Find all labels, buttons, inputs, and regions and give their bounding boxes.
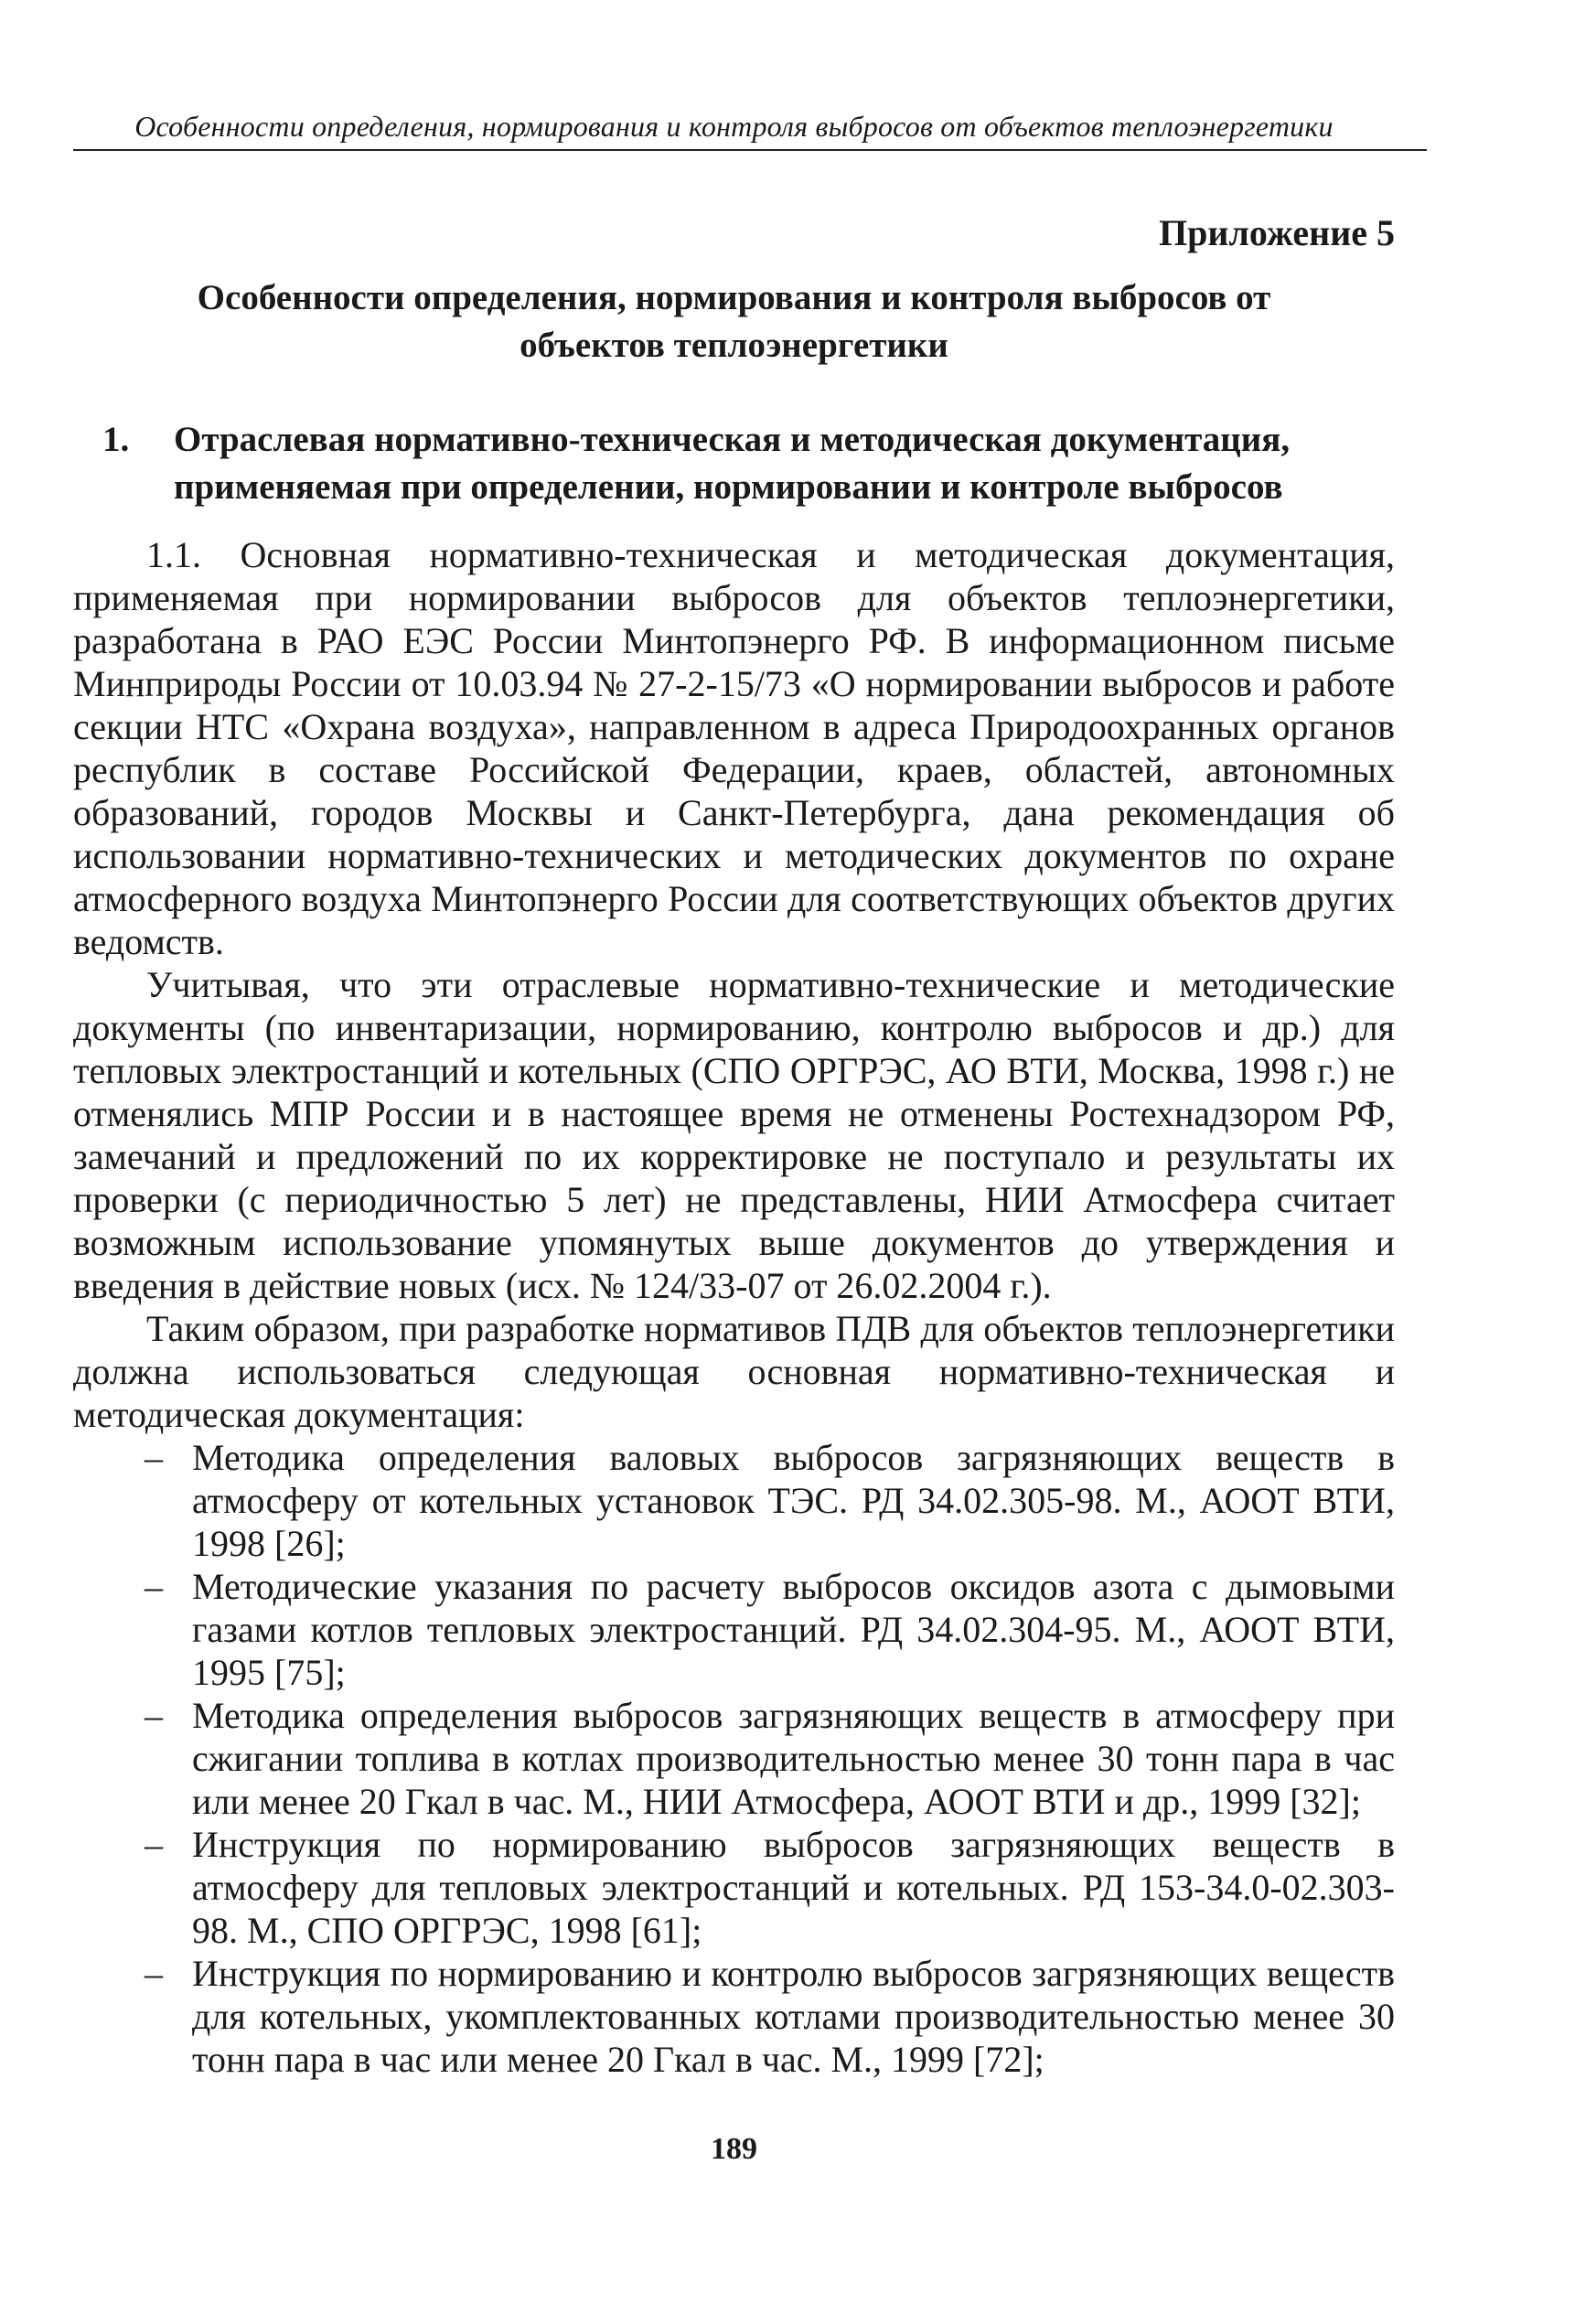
list-item bbox=[73, 1694, 1395, 1823]
bullet-dash: – bbox=[145, 1824, 163, 1865]
bullet-dash: – bbox=[145, 1953, 163, 1994]
list-item-text: Методика определения выбросов загрязняющих веществ в атмосферу при сжигании топлива в котлах производительностью менее 30 тонн пара в час или менее 20 Гкал в час. М., НИИ Атмосфера, АООТ ВТИ и др., 1999 [32]; bbox=[192, 1695, 1395, 1822]
page-number: 189 bbox=[711, 2132, 757, 2166]
running-header: Особенности определения, нормирования и контроля выбросов от объектов теплоэнергетики bbox=[134, 110, 1334, 143]
list-item bbox=[73, 1952, 1395, 2081]
list-item bbox=[73, 1823, 1395, 1952]
paragraph: Учитывая, что эти отраслевые нормативно-технические и методические документы (по инвентаризации, нормированию, контролю выбросов и др.) для тепловых электростанций и котельных (СПО ОРГРЭС, АО ВТИ, Москва, 1998 г.) не отменялись МПР России и в настоящее время не отменены Ростехнадзором РФ, замечаний и предложений по их корректировке не поступало и результаты их проверки (с периодичностью 5 лет) не представлены, НИИ Атмосфера считает возможным использование упомянутых выше документов до утверждения и введения в действие новых (исх. № 124/33-07 от 26.02.2004 г.). bbox=[73, 964, 1395, 1306]
document-list bbox=[73, 1436, 1395, 2081]
appendix-label: Приложение 5 bbox=[1159, 212, 1395, 253]
section-heading-line: применяемая при определении, нормировании и контроле выбросов bbox=[174, 467, 1283, 507]
header-rule bbox=[73, 149, 1427, 151]
list-item-text: Инструкция по нормированию и контролю выбросов загрязняющих веществ для котельных, укомплектованных котлами производительностью менее 30 тонн пара в час или менее 20 Гкал в час. М., 1999 [72]; bbox=[192, 1953, 1395, 2080]
page-title-line: объектов теплоэнергетики bbox=[520, 326, 948, 365]
paragraph: 1.1. Основная нормативно-техническая и методическая документация, применяемая при нормировании выбросов для объектов теплоэнергетики, разработана в РАО ЕЭС России Минтопэнерго РФ. В информационном письме Минприроды России от 10.03.94 № 27-2-15/73 «О нормировании выбросов и работе секции НТС «Охрана воздуха», направленном в адреса Природоохранных органов республик в составе Российской Федерации, краев, областей, автономных образований, городов Москвы и Санкт-Петербурга, дана рекомендация об использовании нормативно-технических и методических документов по охране атмосферного воздуха Минтопэнерго России для соответствующих объектов других ведомств. bbox=[73, 534, 1395, 962]
body-text bbox=[73, 533, 1395, 2081]
list-item-text: Методика определения валовых выбросов загрязняющих веществ в атмосферу от котельных установок ТЭС. РД 34.02.305-98. М., АООТ ВТИ, 1998 [26]; bbox=[192, 1437, 1395, 1564]
bullet-dash: – bbox=[145, 1695, 163, 1736]
list-item bbox=[73, 1565, 1395, 1694]
list-item-text: Методические указания по расчету выбросов оксидов азота с дымовыми газами котлов тепловых электростанций. РД 34.02.304-95. М., АООТ ВТИ, 1995 [75]; bbox=[192, 1566, 1395, 1693]
bullet-dash: – bbox=[145, 1566, 163, 1607]
section-heading-line: Отраслевая нормативно-техническая и методическая документация, bbox=[174, 420, 1291, 459]
list-item-text: Инструкция по нормированию выбросов загрязняющих веществ в атмосферу для тепловых электростанций и котельных. РД 153-34.0-02.303-98. М., СПО ОРГРЭС, 1998 [61]; bbox=[192, 1824, 1395, 1951]
section-number: 1. bbox=[102, 420, 130, 459]
page-title-line: Особенности определения, нормирования и контроля выбросов от bbox=[197, 278, 1271, 317]
document-page bbox=[73, 0, 1395, 2304]
list-item bbox=[73, 1436, 1395, 1565]
paragraph: Таким образом, при разработке нормативов ПДВ для объектов теплоэнергетики должна использоваться следующая основная нормативно-техническая и методическая документация: bbox=[73, 1308, 1395, 1435]
page-title bbox=[73, 274, 1395, 370]
bullet-dash: – bbox=[145, 1437, 163, 1478]
